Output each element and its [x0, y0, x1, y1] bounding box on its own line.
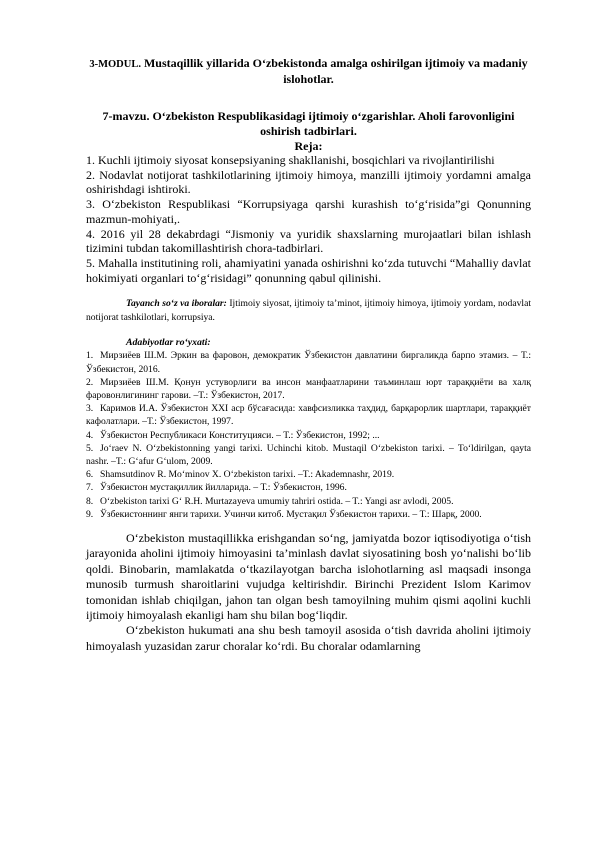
plan-item: 1. Kuchli ijtimoiy siyosat konsepsiyaning shakllanishi, bosqichlari va rivojlantirilishi [86, 153, 495, 167]
reference-number: 7. [86, 482, 94, 494]
reference-item [86, 429, 531, 442]
topic-title: 7-mavzu. O‘zbekiston Respublikasidagi ijtimoiy o‘zgarishlar. Aholi farovonligini oshirish tadbirlari. [102, 109, 515, 138]
module-heading [86, 56, 531, 87]
reference-item [86, 402, 531, 428]
body-paragraph: O‘zbekiston mustaqillikka erishgandan so‘ng, jamiyatda bozor iqtisodiyotiga o‘tish jarayonida aholini ijtimoiy himoyasini ta’minlash davlat siyosatining bosh yo‘nalishi bo‘lib qoldi. Binobarin, mamlakatda o‘tkazilayotgan barcha islohotlarning asl maqsadi insonga munosib turmush sharoitlarini vujudga keltirishdir. Birinchi Prezident Islom Karimov tomonidan ishlab chiqilgan, jahon tan olgan besh tamoyilning muhim qismi aqolini kuchli ijtimoiy himoyalash ekanligi ham shu bilan bog‘liqdir. [86, 530, 531, 622]
reference-text: O‘zbekiston tarixi G‘ R.H. Murtazayeva umumiy tahriri ostida. – T.: Yangi asr avlodi, 2005. [100, 495, 454, 507]
plan-item: 5. Mahalla institutining roli, ahamiyatini yanada oshirishni ko‘zda tutuvchi “Mahalliy davlat hokimiyati organlari to‘g‘risidagi” qonunning qabul qilinishi. [86, 255, 531, 285]
reference-text: Ўзбекистон мустақиллик йилларида. – Т.: Ўзбекистон, 1996. [100, 482, 347, 494]
references-list [86, 349, 531, 521]
reference-number: 8. [86, 495, 94, 507]
reference-number: 3. [86, 403, 94, 415]
reference-item [86, 349, 531, 375]
reference-text: Мирзиёев Ш.М. Қонун устуворлиги ва инсон манфаатларини таъминлаш юрт тараққиёти ва халқ фаровонлигининг гарови. –Т.: Ўзбекистон, 2017. [86, 376, 531, 401]
keywords-paragraph [86, 297, 531, 325]
reference-text: Jo‘raev N. O‘zbekistonning yangi tarixi. Uchinchi kitob. Mustaqil O‘zbekiston tarixi. – To‘ldirilgan, qayta nashr. –T.: G‘afur G‘ulom, 2009. [86, 442, 531, 467]
plan-title: Reja: [294, 139, 323, 153]
plan-list [86, 153, 531, 285]
reference-item [86, 442, 531, 468]
keywords-label: Tayanch so‘z va iboralar: [126, 298, 227, 310]
plan-item: 2. Nodavlat notijorat tashkilotlarining ijtimoiy himoya, manzilli ijtimoiy yordamni amalga oshirishdagi ishtiroki. [86, 167, 531, 197]
reference-item [86, 481, 531, 494]
body-text [86, 531, 531, 654]
references-title: Adabiyotlar ro‘yxati: [126, 337, 211, 349]
reference-item [86, 376, 531, 402]
reference-text: Ўзбекистоннинг янги тарихи. Учинчи китоб. Мустақил Ўзбекистон тарихи. – Т.: Шарқ, 2000. [100, 508, 482, 520]
reference-text: Каримов И.А. Ўзбекистон XXI аср бўсағасида: хавфсизликка таҳдид, барқарорлик шартлари, тараққиёт кафолатлари. –Т.: Ўзбекистон, 1997. [86, 403, 531, 428]
reference-number: 6. [86, 469, 94, 481]
reference-item [86, 468, 531, 481]
keywords-text: Ijtimoiy siyosat, ijtimoiy ta’minot, ijtimoiy himoya, ijtimoiy yordam, nodavlat notijorat tashkilotlari, korrupsiya. [86, 298, 531, 324]
plan-item: 4. 2016 yil 28 dekabrdagi “Jismoniy va yuridik shaxslarning murojaatlari bilan ishlash tizimini tubdan takomillashtirish chora-tadbirlari. [86, 226, 531, 256]
reference-text: Мирзиёев Ш.М. Эркин ва фаровон, демократик Ўзбекистон давлатини биргаликда барпо этамиз. – Т.: Ўзбекистон, 2016. [86, 350, 531, 375]
reference-number: 1. [86, 350, 94, 362]
reference-number: 4. [86, 429, 94, 441]
reference-number: 9. [86, 508, 94, 520]
references-section [86, 336, 531, 521]
module-label: 3-MODUL. [89, 59, 141, 70]
reference-item [86, 508, 531, 521]
body-paragraph: O‘zbekiston hukumati ana shu besh tamoyil asosida o‘tish davrida aholini ijtimoiy himoyalash yuzasidan zarur choralar ko‘rdi. Bu choralar odamlarning [86, 623, 531, 653]
reference-text: Ўзбекистон Республикаси Конституцияси. – Т.: Ўзбекистон, 1992; ... [100, 429, 380, 441]
reference-text: Shamsutdinov R. Mo‘minov X. O‘zbekiston tarixi. –T.: Akademnashr, 2019. [100, 469, 395, 481]
module-title: Mustaqillik yillarida O‘zbekistonda amalga oshirilgan ijtimoiy va madaniy islohotlar. [143, 56, 528, 86]
plan-item: 3. O‘zbekiston Respublikasi “Korrupsiyaga qarshi kurashish to‘g‘risida”gi Qonunning mazmun-mohiyati,. [86, 197, 531, 226]
reference-number: 5. [86, 442, 94, 454]
reference-number: 2. [86, 376, 94, 388]
reference-item [86, 495, 531, 508]
